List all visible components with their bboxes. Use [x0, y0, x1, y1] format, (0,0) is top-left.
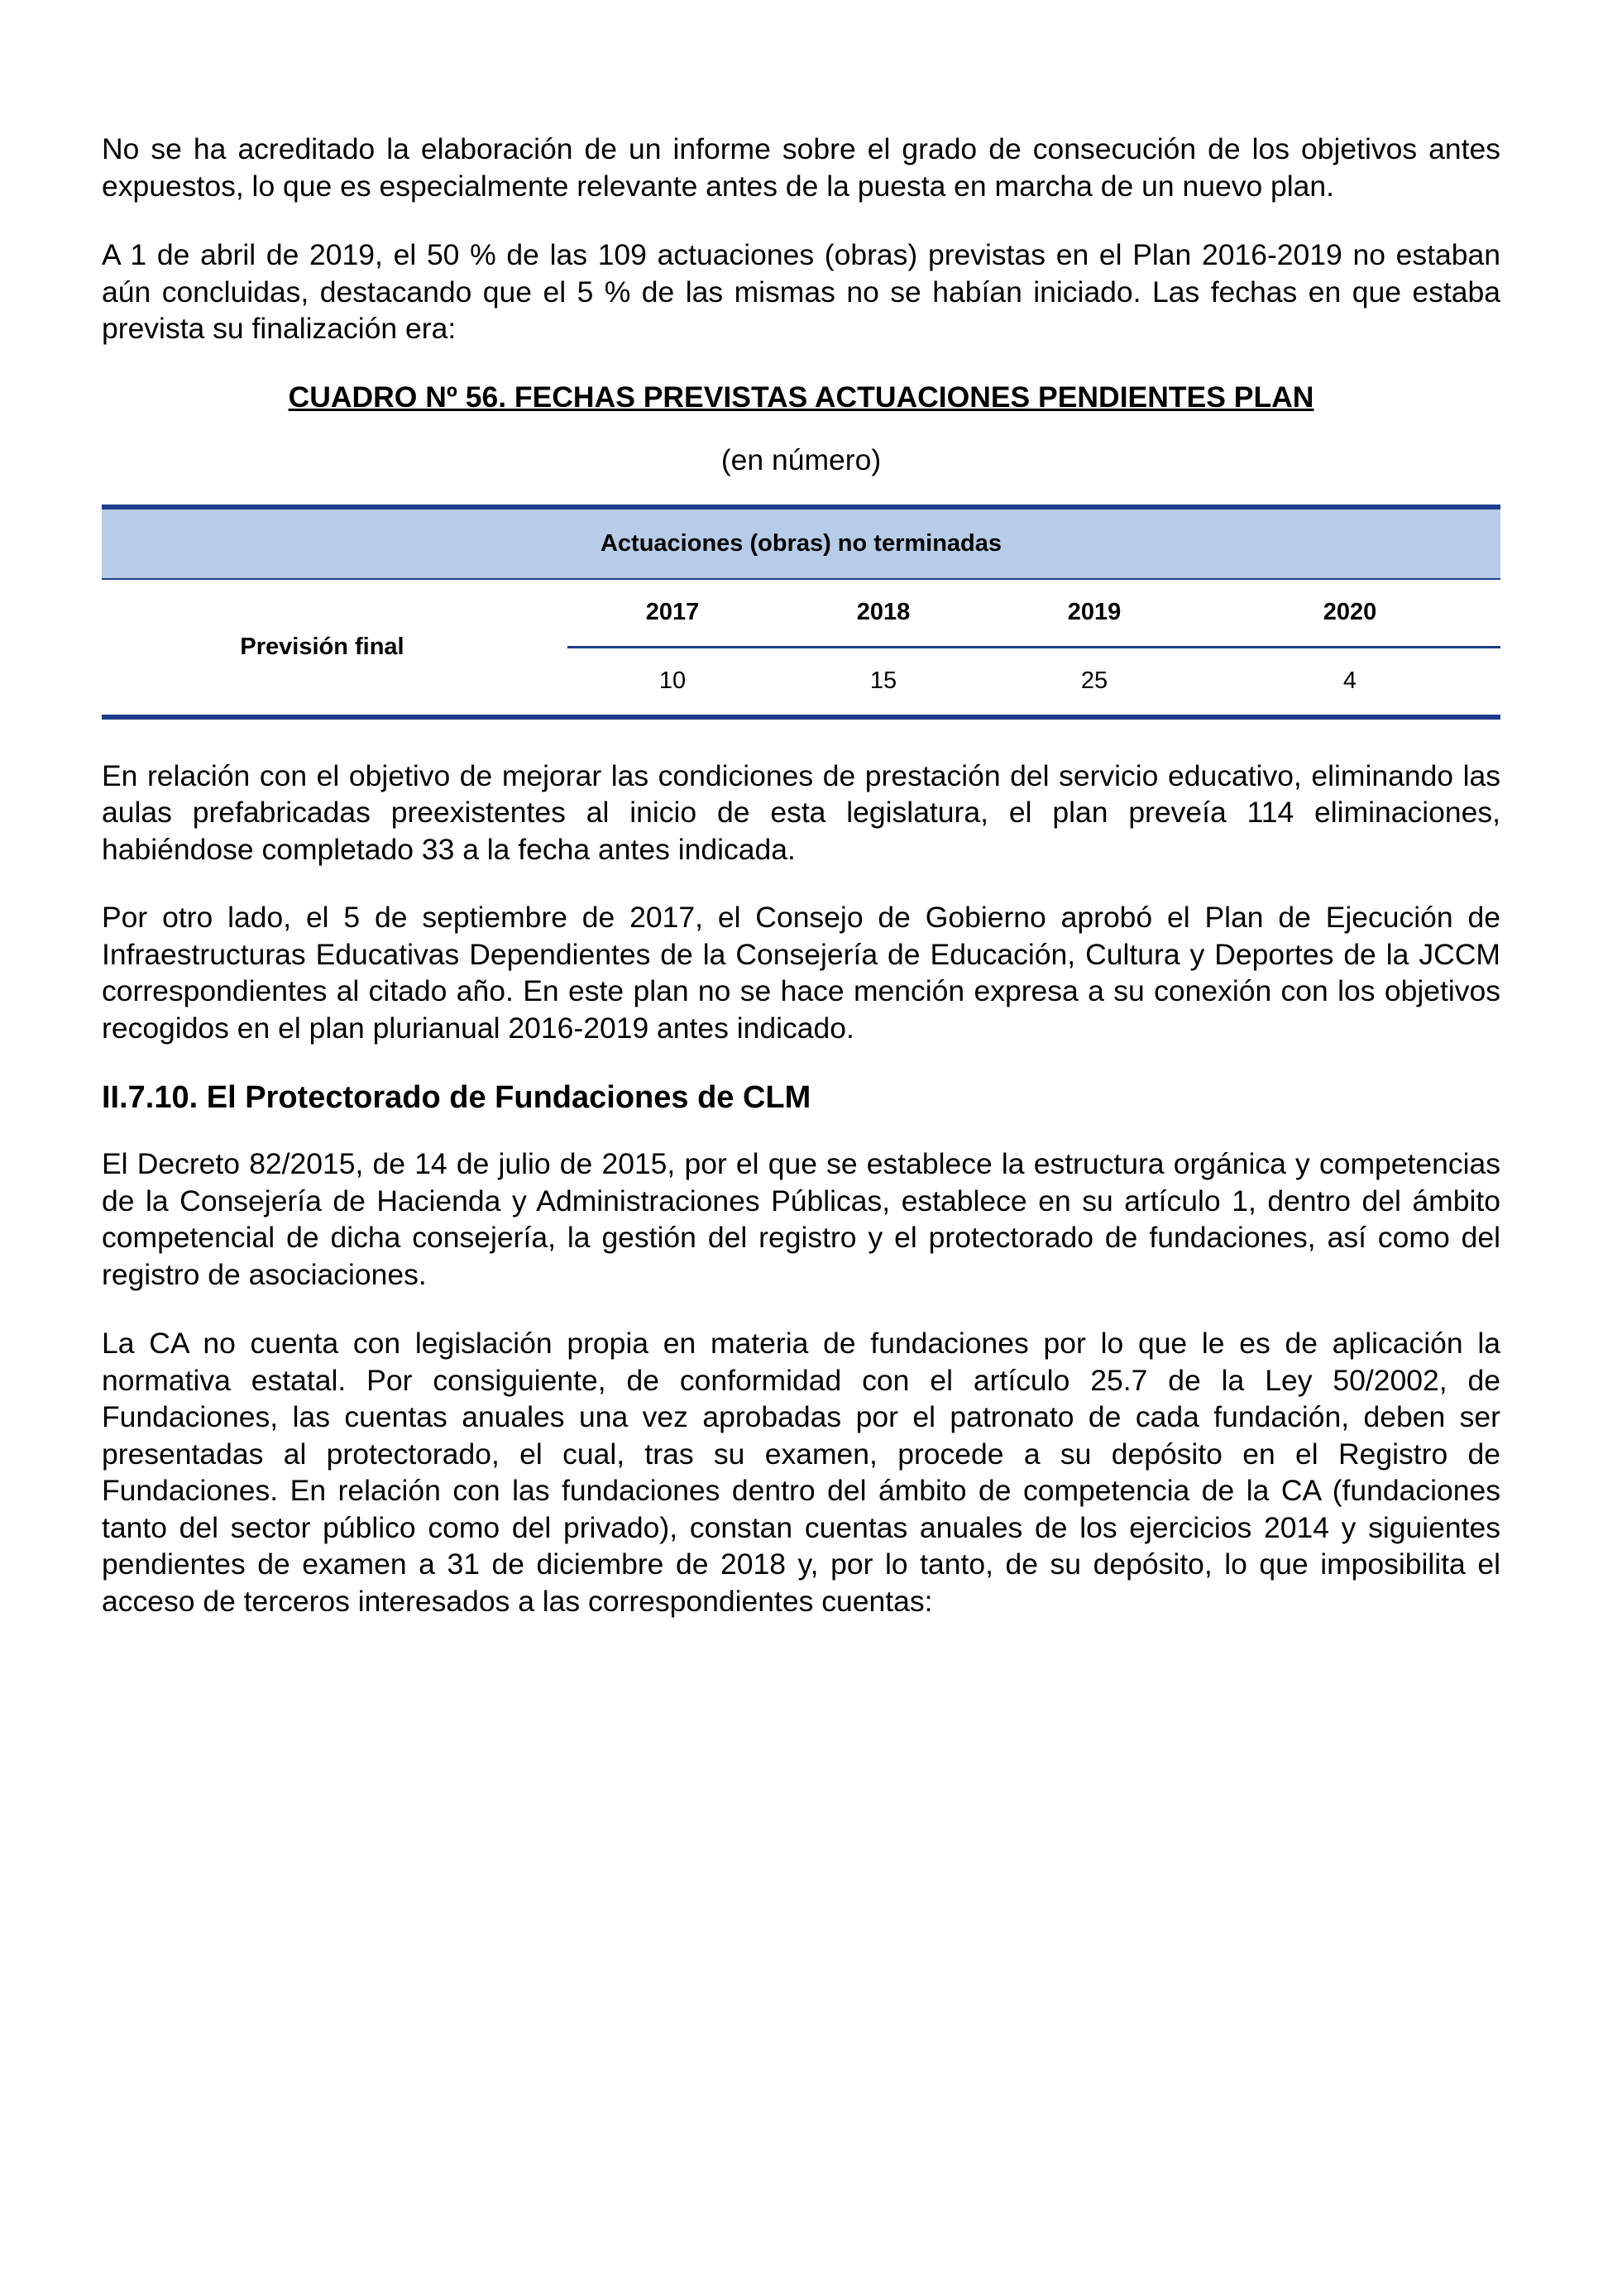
- table-row-years: [567, 580, 1500, 648]
- year-cell-2018: 2018: [856, 599, 911, 625]
- fechas-previstas-table: [102, 505, 1500, 720]
- table-row-values: [567, 648, 1500, 715]
- table-unit: (en número): [720, 442, 882, 476]
- document-page: [102, 131, 1500, 1619]
- paragraph-actuaciones-pendientes: A 1 de abril de 2019, el 50 % de las 109 actuaciones (obras) previstas en el Plan 2016-2019 no estaban aún concluidas, destacando que el 5 % de las mismas no se habían iniciado. Las fechas en que estaba prevista su finalización era:: [102, 238, 1500, 345]
- value-cell-2020: 4: [1342, 667, 1357, 694]
- table-grid: [567, 580, 1500, 715]
- table-title: CUADRO Nº 56. FECHAS PREVISTAS ACTUACIONES PENDIENTES PLAN: [288, 380, 1314, 414]
- value-cell-2017: 10: [658, 667, 687, 694]
- paragraph-legislacion-fundaciones: La CA no cuenta con legislación propia en materia de fundaciones por lo que le es de aplicación la normativa estatal. Por consiguiente, de conformidad con el artículo 25.7 de la Ley 50/2002, de Fundaciones, las cuentas anuales una vez aprobadas por el patronato de cada fundación, deben ser presentadas al protectorado, el cual, tras su examen, procede a su depósito en el Registro de Fundaciones. En relación con las fundaciones dentro del ámbito de competencia de la CA (fundaciones tanto del sector público como del privado), constan cuentas anuales de los ejercicios 2014 y siguientes pendientes de examen a 31 de diciembre de 2018 y, por lo tanto, de su depósito, lo que imposibilita el acceso de terceros interesados a las correspondientes cuentas:: [102, 1327, 1500, 1618]
- row-label-prevision-final: Previsión final: [240, 633, 404, 660]
- table-header: Actuaciones (obras) no terminadas: [102, 509, 1500, 580]
- paragraph-aulas-prefabricadas: En relación con el objetivo de mejorar las condiciones de prestación del servicio educativo, eliminando las aulas prefabricadas preexistentes al inicio de esta legislatura, el plan preveía 114 eliminaciones, habiéndose completado 33 a la fecha antes indicada.: [102, 758, 1500, 866]
- year-cell-2019: 2019: [1067, 599, 1122, 625]
- paragraph-decreto: El Decreto 82/2015, de 14 de julio de 2015, por el que se establece la estructura orgánica y competencias de la Consejería de Hacienda y Administraciones Públicas, establece en su artículo 1, dentro del ámbito competencial de dicha consejería, la gestión del registro y el protectorado de fundaciones, así como del registro de asociaciones.: [102, 1147, 1500, 1291]
- year-cell-2020: 2020: [1323, 599, 1377, 625]
- year-cell-2017: 2017: [645, 599, 700, 625]
- after-table-content: [102, 758, 1500, 1620]
- value-cell-2018: 15: [869, 667, 897, 694]
- value-cell-2019: 25: [1080, 667, 1108, 694]
- paragraph-plan-ejecucion: Por otro lado, el 5 de septiembre de 2017, el Consejo de Gobierno aprobó el Plan de Ejecución de Infraestructuras Educativas Dependientes de la Consejería de Educación, Cultura y Deportes de la JCCM correspondientes al citado año. En este plan no se hace mención expresa a su conexión con los objetivos recogidos en el plan plurianual 2016-2019 antes indicado.: [102, 901, 1500, 1045]
- section-heading: II.7.10. El Protectorado de Fundaciones de CLM: [102, 1080, 811, 1115]
- paragraph-informe-objetivos: No se ha acreditado la elaboración de un informe sobre el grado de consecución de los objetivos antes expuestos, lo que es especialmente relevante antes de la puesta en marcha de un nuevo plan.: [102, 132, 1500, 203]
- table-body: [102, 580, 1500, 715]
